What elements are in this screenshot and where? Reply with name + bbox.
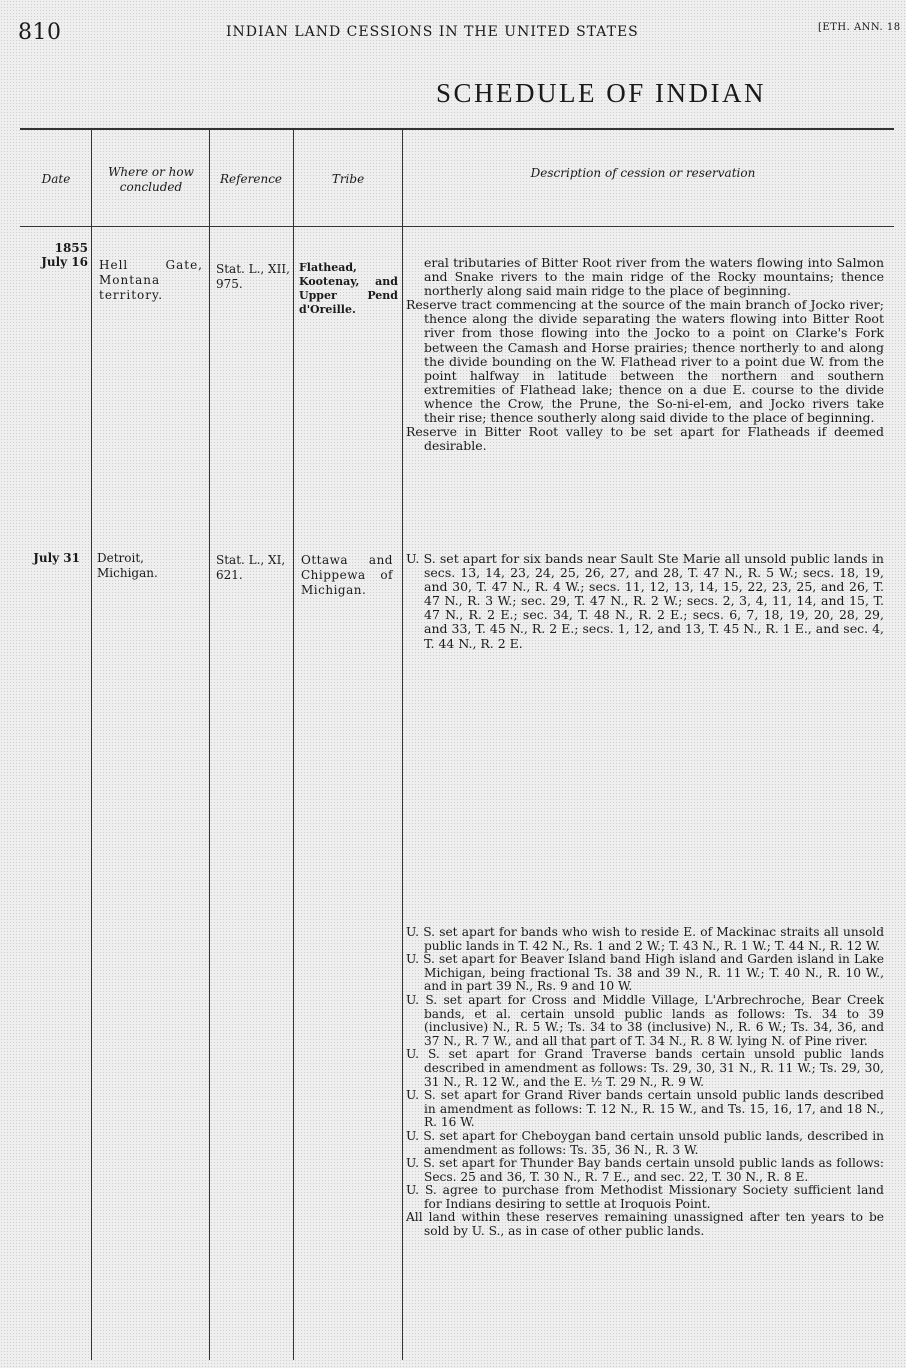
col-divider-where: [209, 128, 210, 1360]
row-description: [406, 552, 884, 651]
col-divider-date: [91, 128, 92, 1360]
col-divider-tribe: [402, 128, 403, 1360]
column-header-description: Description of cession or reservation: [530, 166, 756, 180]
header-bottom-rule: [20, 226, 894, 227]
description-paragraph: U. S. set apart for Grand River bands certain unsold public lands described in amendment as follows: T. 12 N., R. 15 W., and Ts. 15, 16, 17, and 18 N., R. 16 W.: [406, 1088, 884, 1130]
description-paragraph: U. S. set apart for Cheboygan band certain unsold public lands, described in amendment as follows: Ts. 35, 36 N., R. 3 W.: [406, 1128, 884, 1157]
running-head: INDIAN LAND CESSIONS IN THE UNITED STATES: [226, 24, 639, 40]
row-where: Detroit, Michigan.: [97, 551, 158, 580]
row-description: [406, 256, 884, 453]
column-header-reference: Reference: [219, 172, 283, 186]
description-paragraph: U. S. set apart for bands who wish to reside E. of Mackinac straits all unsold public lands in T. 42 N., Rs. 1 and 2 W.; T. 43 N., R. 1 W.; T. 44 N., R. 12 W.: [406, 925, 884, 953]
description-paragraph: U. S. set apart for Thunder Bay bands certain unsold public lands as follows: Secs. 25 and 36, T. 30 N., R. 7 E., and sec. 22, T. 30 N., R. 8 E.: [406, 1156, 884, 1184]
row-where: Hell Gate, Montana territory.: [99, 258, 203, 302]
column-header-date: Date: [41, 172, 71, 186]
row-description-continued: [406, 926, 884, 1239]
description-paragraph: U. S. set apart for six bands near Sault Ste Marie all unsold public lands in secs. 13, 14, 23, 24, 25, 26, 27, and 28, T. 47 N., R. 5 W.; secs. 18, 19, and 30, T. 47 N., R. 4 W.; secs. 11, 12, 13, 14, 15, 22, 23, 25, and 26, T. 47 N., R. 3 W.; sec. 29, T. 47 N., R. 2 W.; secs. 2, 3, 4, 11, 14, and 15, T. 47 N., R. 2 E.; sec. 34, T. 48 N., R. 2 E.; secs. 6, 7, 18, 19, 20, 28, 29, and 33, T. 45 N., R. 2 E.; secs. 1, 12, and 13, T. 45 N., R. 1 E., and sec. 4, T. 44 N., R. 2 E.: [406, 551, 884, 651]
row-tribe: Ottawa and Chippewa of Michigan.: [301, 553, 393, 597]
row-reference: Stat. L., XII, 975.: [216, 262, 290, 291]
row-date: July 31: [33, 551, 80, 565]
description-paragraph: All land within these reserves remaining unassigned after ten years to be sold by U. S., as in case of other public lands.: [406, 1210, 884, 1239]
description-paragraph: U. S. set apart for Beaver Island band High island and Garden island in Lake Michigan, being fractional Ts. 38 and 39 N., R. 11 W.; T. 40 N., R. 10 W., and in part 39 N., Rs. 9 and 10 W.: [406, 952, 884, 994]
col-divider-reference: [293, 128, 294, 1360]
running-tag: [ETH. ANN. 18: [818, 22, 901, 33]
column-header-where: Where or how concluded: [108, 165, 194, 194]
row-date: July 16: [41, 255, 88, 269]
description-paragraph: eral tributaries of Bitter Root river from the waters flowing into Salmon and Snake rivers to the main ridge of the Rocky mountains; thence northerly along said main ridge to the place of beginning.: [424, 255, 884, 299]
description-paragraph: U. S. set apart for Grand Traverse bands certain unsold public lands described in amendment as follows: Ts. 29, 30, 31 N., R. 11 W.; Ts. 29, 30, 31 N., R. 12 W., and the E. ½ T. 29 N., R. 9 W.: [406, 1047, 884, 1089]
row-year: 1855: [54, 241, 88, 255]
description-paragraph: Reserve in Bitter Root valley to be set apart for Flatheads if deemed desirable.: [406, 424, 884, 454]
description-paragraph: Reserve tract commencing at the source of the main branch of Jocko river; thence along the divide separating the waters flowing into Bitter Root river from those flowing into the Jocko to a point on Clarke's Fork between the Camash and Horse prairies; thence northerly to and along the divide bounding on the W. Flathead river to a point due W. from the point halfway in latitude between the northern and southern extremities of Flathead lake; thence on a due E. course to the divide whence the Crow, the Prune, the So-ni-el-em, and Jocko rivers take their rise; thence southerly along said divide to the place of beginning.: [406, 297, 884, 426]
schedule-title: SCHEDULE OF INDIAN: [436, 78, 766, 108]
column-header-tribe: Tribe: [331, 172, 365, 186]
table-top-rule: [20, 128, 894, 130]
description-paragraph: U. S. agree to purchase from Methodist Missionary Society sufficient land for Indians desiring to settle at Iroquois Point.: [406, 1183, 884, 1211]
row-tribe: Flathead, Kootenay, and Upper Pend d'Oreille.: [299, 261, 398, 316]
page-number: 810: [18, 20, 62, 45]
description-paragraph: U. S. set apart for Cross and Middle Village, L'Arbrechroche, Bear Creek bands, et al. certain unsold public lands as follows: Ts. 34 to 39 (inclusive) N., R. 5 W.; Ts. 34 to 38 (inclusive) N., R. 6 W.; Ts. 34, 36, and 37 N., R. 7 W., and all that part of T. 34 N., R. 8 W. lying N. of Pine river.: [406, 992, 884, 1048]
row-reference: Stat. L., XI, 621.: [216, 553, 286, 582]
